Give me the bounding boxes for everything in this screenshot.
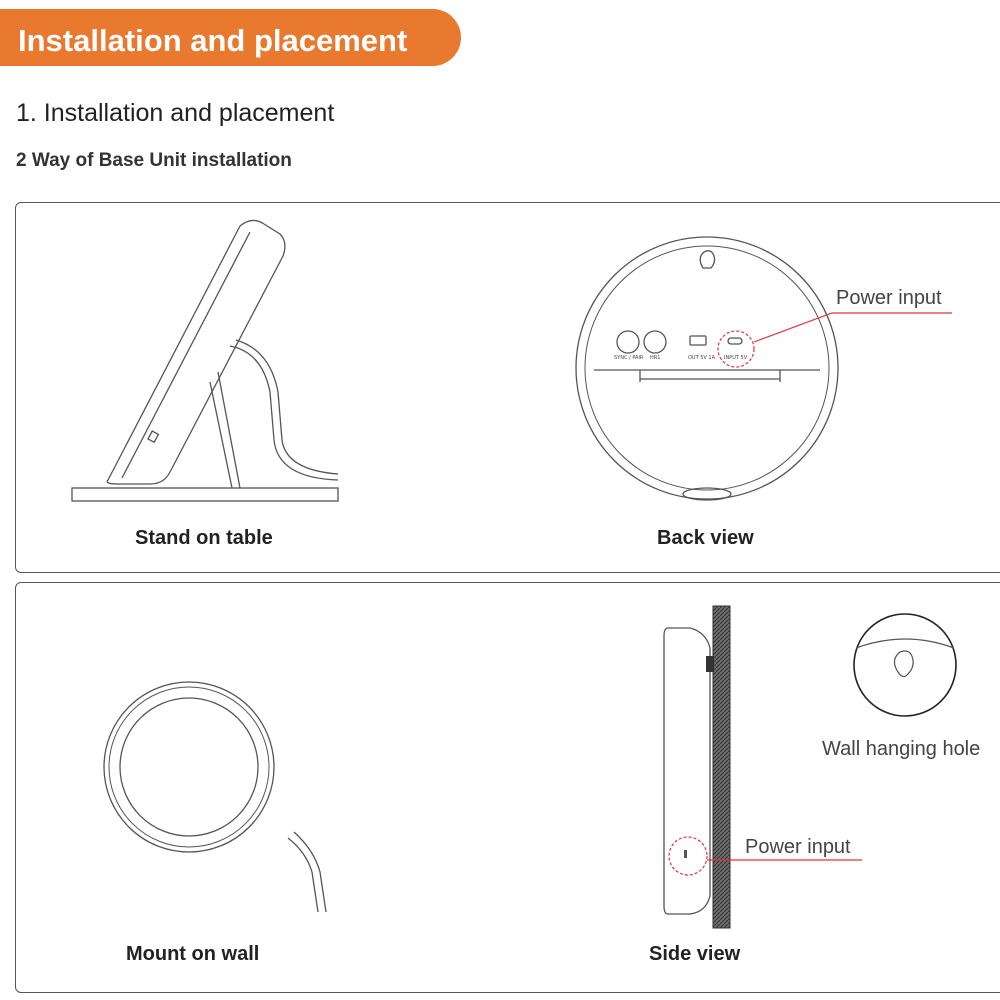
section-title: 1. Installation and placement	[16, 99, 335, 127]
header-banner	[0, 9, 461, 66]
banner-title: Installation and placement	[18, 23, 408, 58]
section-subtitle: 2 Way of Base Unit installation	[16, 150, 292, 171]
port-label-input: INPUT 5V	[724, 355, 748, 361]
power-input-callout-side: Power input	[745, 836, 851, 858]
port-label-out: OUT 5V 1A	[688, 355, 716, 361]
caption-back-view: Back view	[657, 527, 754, 549]
panel-stand-on-table	[15, 202, 1000, 573]
port-label-hr1: HR1	[650, 355, 661, 361]
wall-hanging-hole-label: Wall hanging hole	[822, 738, 981, 760]
panel-mount-on-wall	[15, 582, 1000, 993]
caption-side-view: Side view	[649, 943, 741, 965]
caption-mount-on-wall: Mount on wall	[126, 943, 260, 965]
port-label-sync: SYNC / PAIR	[614, 355, 644, 361]
caption-stand-on-table: Stand on table	[135, 527, 273, 549]
power-input-callout-back: Power input	[836, 287, 942, 309]
